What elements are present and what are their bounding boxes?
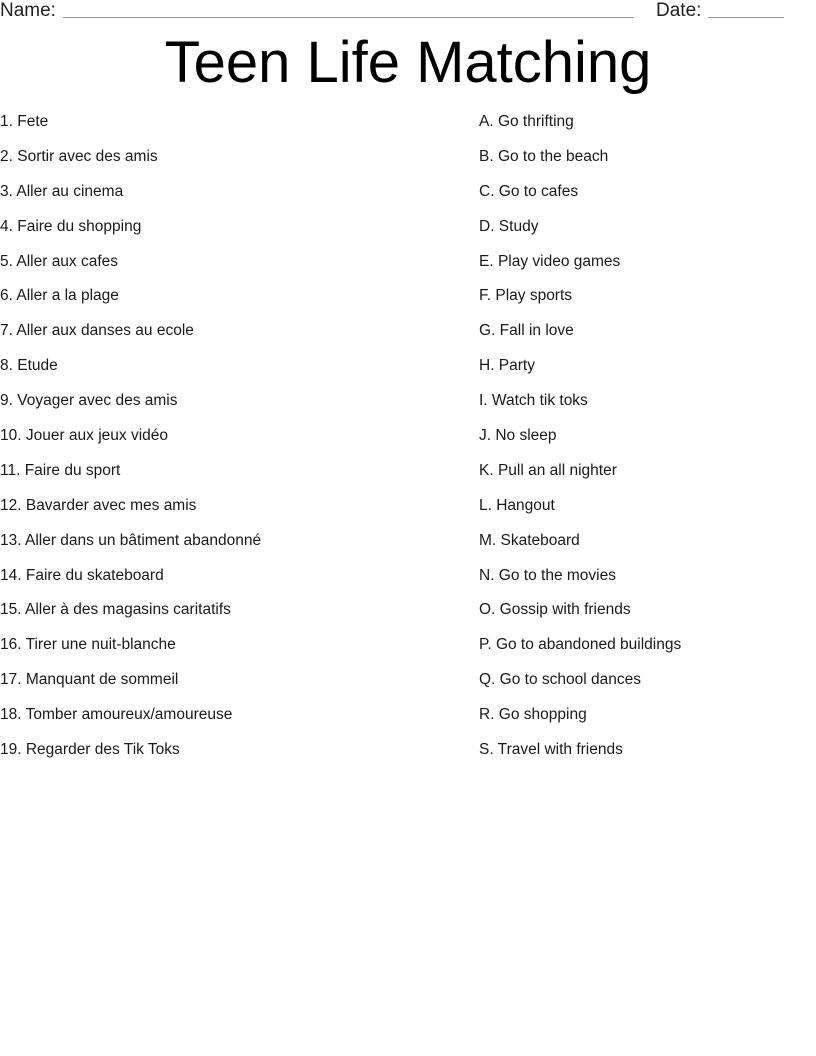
english-term-item: D. Study — [479, 217, 539, 235]
english-terms-list — [479, 112, 809, 775]
french-term-item: 10. Jouer aux jeux vidéo — [0, 427, 169, 445]
french-term-item: 17. Manquant de sommeil — [0, 671, 179, 689]
english-term-item: O. Gossip with friends — [479, 601, 631, 619]
english-term-item: R. Go shopping — [479, 706, 587, 724]
french-term-item: 4. Faire du shopping — [0, 217, 142, 235]
french-term-item: 15. Aller à des magasins caritatifs — [0, 601, 231, 619]
french-term-item: 6. Aller a la plage — [0, 287, 119, 305]
english-term-item: H. Party — [479, 357, 535, 375]
name-label: Name: — [0, 0, 56, 21]
english-term-item: L. Hangout — [479, 496, 555, 514]
french-term-item: 19. Regarder des Tik Toks — [0, 741, 180, 759]
english-term-item: M. Skateboard — [479, 531, 580, 549]
french-term-item: 1. Fete — [0, 113, 49, 130]
date-label: Date: — [656, 0, 702, 21]
english-term-item: K. Pull an all nighter — [479, 461, 617, 479]
name-line[interactable] — [63, 17, 634, 18]
english-term-item: P. Go to abandoned buildings — [479, 636, 682, 654]
worksheet-header — [0, 0, 816, 24]
english-term-item: A. Go thrifting — [479, 113, 574, 130]
english-term-item: C. Go to cafes — [479, 182, 579, 200]
french-term-item: 9. Voyager avec des amis — [0, 392, 178, 410]
english-term-item: E. Play video games — [479, 252, 621, 270]
french-term-item: 18. Tomber amoureux/amoureuse — [0, 706, 233, 724]
french-term-item: 12. Bavarder avec mes amis — [0, 496, 197, 514]
french-term-item: 5. Aller aux cafes — [0, 252, 119, 270]
french-term-item: 16. Tirer une nuit-blanche — [0, 636, 176, 654]
english-term-item: N. Go to the movies — [479, 566, 616, 584]
english-term-item: Q. Go to school dances — [479, 671, 641, 689]
french-term-item: 2. Sortir avec des amis — [0, 147, 158, 165]
english-term-item: B. Go to the beach — [479, 147, 609, 165]
french-term-item: 14. Faire du skateboard — [0, 566, 164, 584]
page-title: Teen Life Matching — [164, 30, 652, 95]
english-term-item: F. Play sports — [479, 287, 573, 305]
french-term-item: 8. Etude — [0, 357, 58, 375]
french-terms-list — [0, 112, 470, 775]
english-term-item: G. Fall in love — [479, 322, 574, 340]
french-term-item: 3. Aller au cinema — [0, 182, 124, 200]
date-line[interactable] — [708, 17, 784, 18]
english-term-item: I. Watch tik toks — [479, 392, 588, 410]
french-term-item: 11. Faire du sport — [0, 461, 121, 479]
french-term-item: 13. Aller dans un bâtiment abandonné — [0, 531, 262, 549]
english-term-item: J. No sleep — [479, 427, 557, 445]
french-term-item: 7. Aller aux danses au ecole — [0, 322, 194, 340]
english-term-item: S. Travel with friends — [479, 741, 623, 759]
